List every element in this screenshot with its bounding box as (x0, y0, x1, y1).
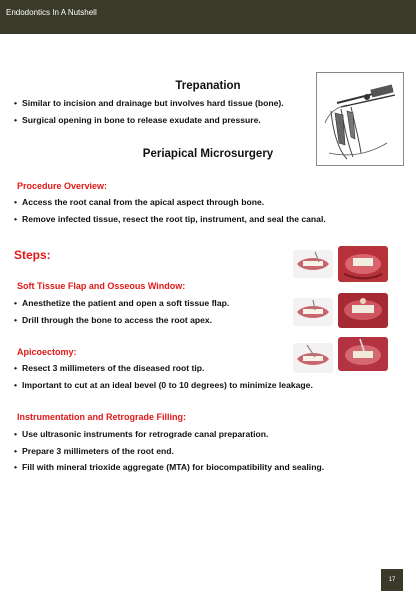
bullet-text: Resect 3 millimeters of the diseased root tip. (22, 363, 205, 373)
page-number: 17 (381, 569, 403, 591)
flap-bullet-1 (14, 298, 229, 308)
bullet-text: Important to cut at an ideal bevel (0 to 10 degrees) to minimize leakage. (22, 380, 313, 390)
flap-heading: Soft Tissue Flap and Osseous Window: (17, 281, 186, 291)
apicoectomy-smile-photo (293, 343, 333, 373)
overview-bullet-1 (14, 197, 264, 207)
apicoectomy-surgical-photo (338, 337, 388, 371)
trepanation-title: Trepanation (175, 80, 241, 92)
overview-bullet-2 (14, 214, 326, 224)
bullet-symbol: • (14, 115, 18, 125)
bullet-text: Surgical opening in bone to release exudate and pressure. (22, 115, 261, 125)
bullet-symbol: • (14, 380, 18, 390)
bullet-text: Remove infected tissue, resect the root tip, instrument, and seal the canal. (22, 214, 326, 224)
bullet-symbol: • (14, 214, 18, 224)
header-title: Endodontics In A Nutshell (6, 8, 97, 17)
bone-window-surgical-photo (338, 293, 388, 328)
bullet-text: Fill with mineral trioxide aggregate (MTA) for biocompatibility and sealing. (22, 462, 325, 472)
bullet-symbol: • (14, 363, 18, 373)
steps-heading: Steps: (14, 248, 51, 262)
bullet-text: Access the root canal from the apical aspect through bone. (22, 197, 265, 207)
apicoectomy-bullet-2 (14, 380, 313, 390)
apicoectomy-heading: Apicoectomy: (17, 347, 77, 357)
flap-bullet-2 (14, 315, 212, 325)
instrumentation-bullet-3 (14, 462, 324, 472)
trepanation-bullet-2 (14, 115, 261, 125)
overview-heading: Procedure Overview: (17, 181, 108, 191)
flap-surgical-photo (338, 246, 388, 282)
instrumentation-bullet-1 (14, 429, 268, 439)
bullet-text: Use ultrasonic instruments for retrograde canal preparation. (22, 429, 269, 439)
bullet-symbol: • (14, 98, 18, 108)
bullet-symbol: • (14, 298, 18, 308)
bullet-symbol: • (14, 315, 18, 325)
trepanation-bullet-1 (14, 98, 284, 108)
header-bar (0, 0, 416, 34)
flap-smile-photo (293, 250, 333, 278)
bullet-text: Drill through the bone to access the root apex. (22, 315, 213, 325)
bullet-symbol: • (14, 429, 18, 439)
bullet-symbol: • (14, 446, 18, 456)
instrumentation-bullet-2 (14, 446, 174, 456)
instrumentation-heading: Instrumentation and Retrograde Filling: (17, 412, 187, 422)
microsurgery-title: Periapical Microsurgery (142, 148, 274, 160)
bullet-symbol: • (14, 462, 18, 472)
bone-window-smile-photo (293, 298, 333, 326)
apicoectomy-bullet-1 (14, 363, 204, 373)
bullet-text: Prepare 3 millimeters of the root end. (22, 446, 174, 456)
bullet-text: Anesthetize the patient and open a soft tissue flap. (22, 298, 230, 308)
bullet-text: Similar to incision and drainage but involves hard tissue (bone). (22, 98, 284, 108)
bullet-symbol: • (14, 197, 18, 207)
